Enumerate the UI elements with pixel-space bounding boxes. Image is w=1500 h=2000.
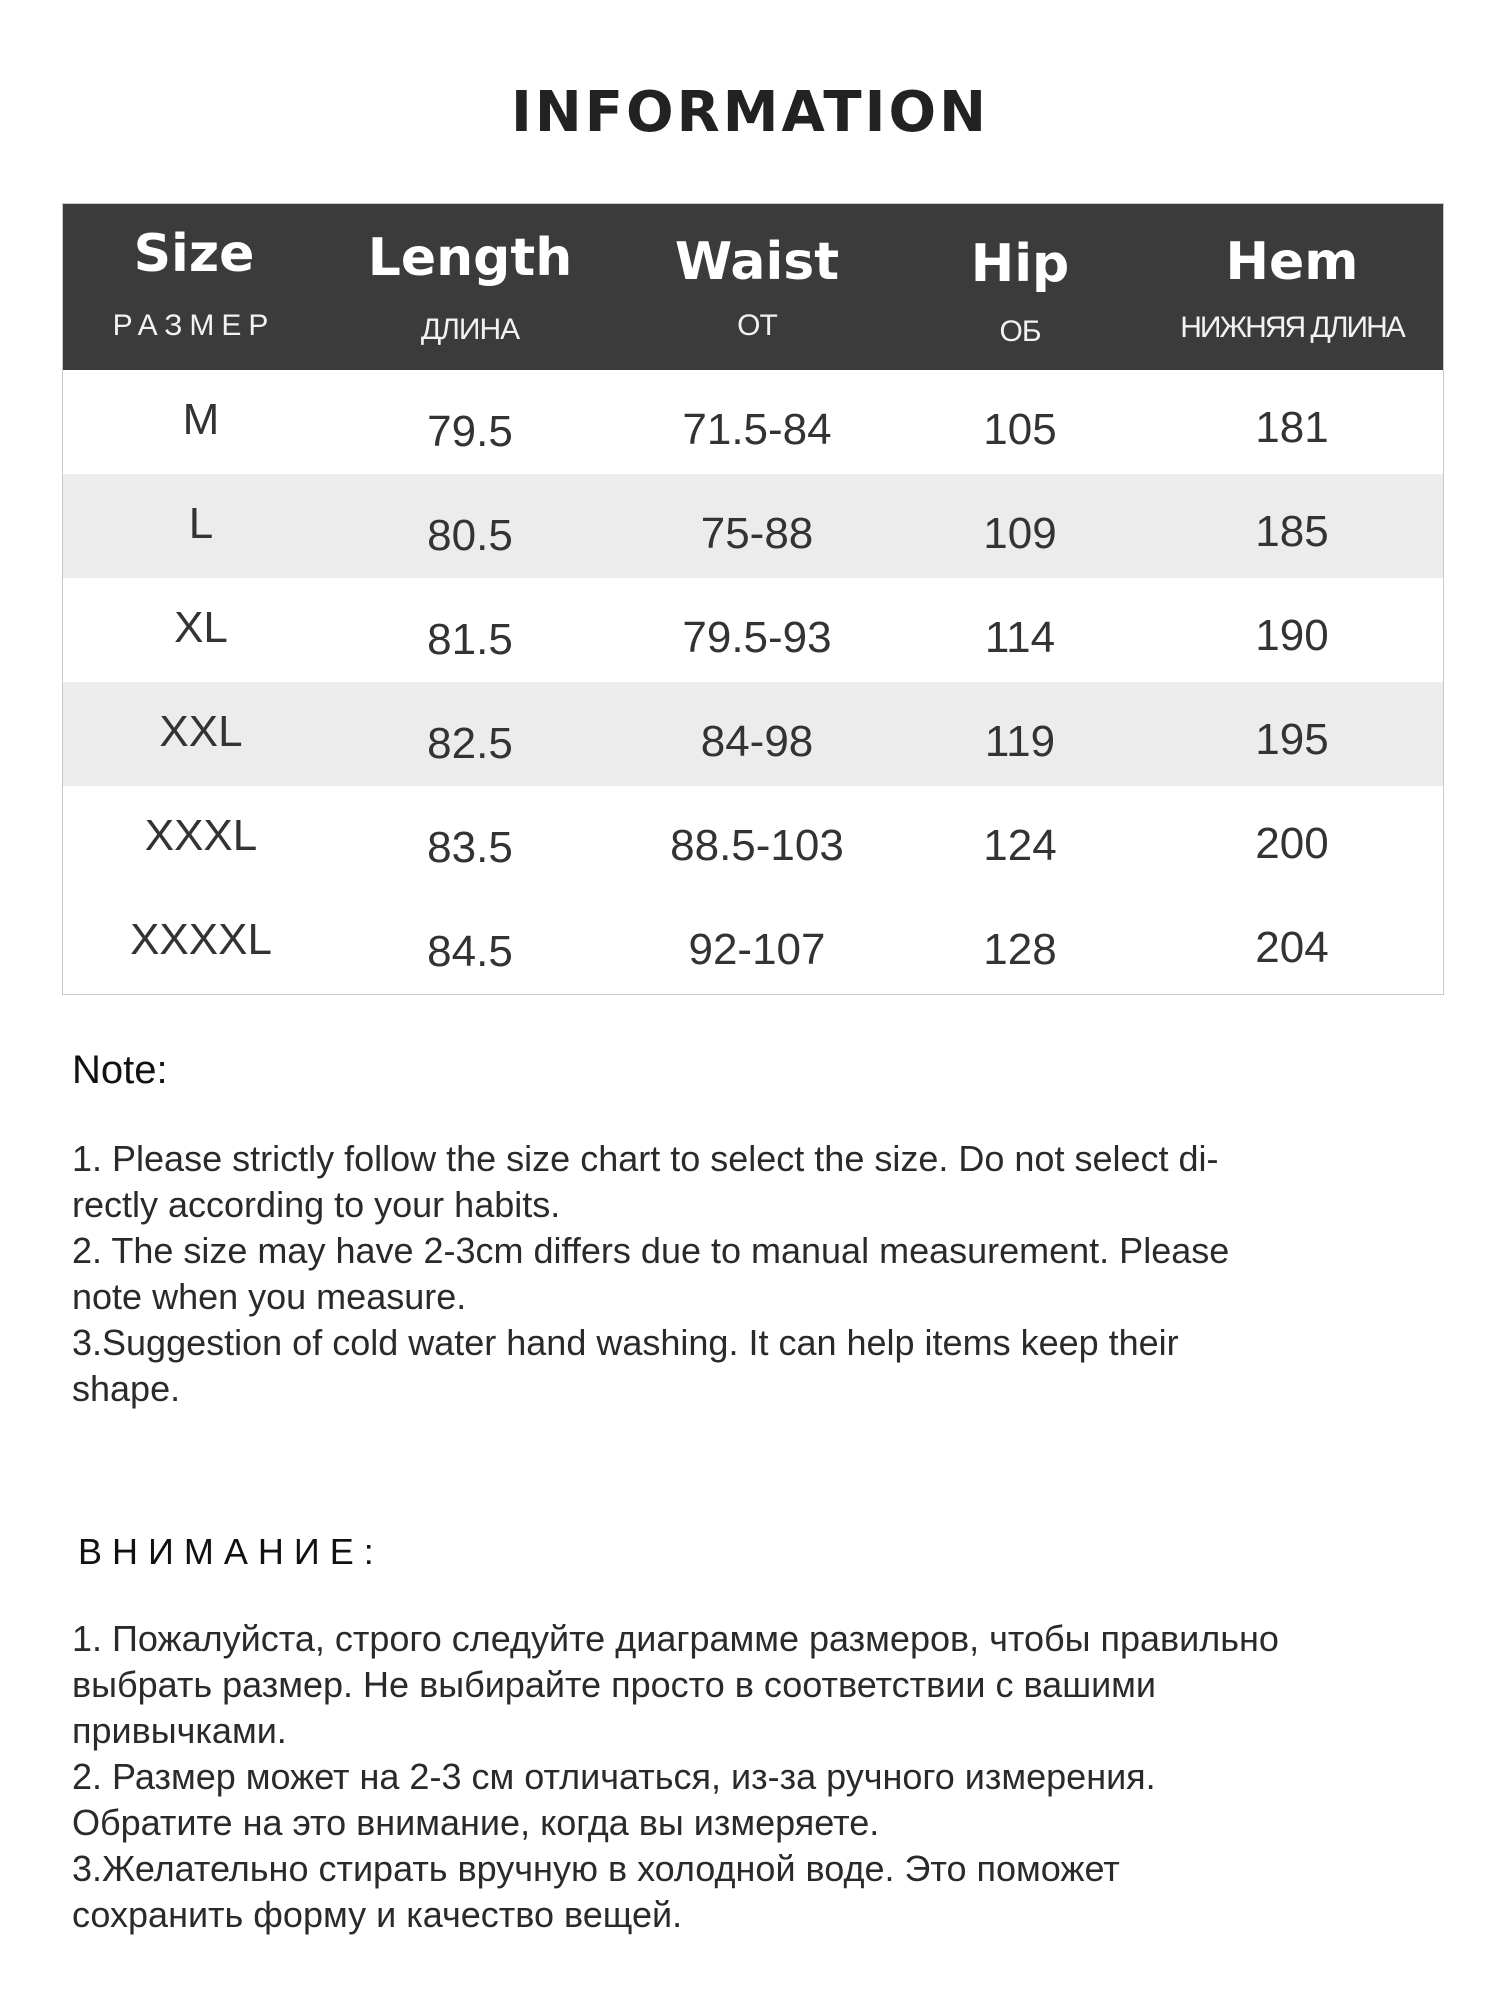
header-hem-en: Hem — [1225, 232, 1359, 292]
note-body-ru — [72, 1616, 1412, 1938]
cell-hip: 119 — [984, 717, 1056, 766]
cell-hip: 105 — [983, 405, 1057, 454]
page-title: INFORMATION — [511, 80, 989, 145]
cell-length: 81.5 — [427, 615, 513, 664]
cell-waist: 75-88 — [700, 509, 814, 558]
cell-waist: 88.5-103 — [670, 821, 844, 870]
cell-waist: 84-98 — [700, 717, 814, 766]
table-row — [63, 474, 1443, 578]
cell-size: XXXXL — [130, 915, 272, 964]
cell-waist: 79.5-93 — [682, 613, 832, 662]
table-row — [63, 578, 1443, 682]
note-line: привычками. — [72, 1710, 287, 1751]
header-size-ru: РАЗМЕР — [112, 309, 276, 342]
header-size-en: Size — [133, 224, 255, 284]
cell-length: 82.5 — [427, 719, 513, 768]
cell-length: 79.5 — [427, 407, 513, 456]
note-line: 1. Please strictly follow the size chart to select the size. Do not select di- — [72, 1138, 1219, 1179]
header-length-ru: ДЛИНА — [420, 313, 520, 346]
cell-length: 80.5 — [427, 511, 513, 560]
note-heading-en: Note: — [72, 1048, 168, 1092]
cell-length: 84.5 — [427, 927, 513, 976]
cell-hem: 181 — [1255, 403, 1329, 452]
header-hip — [899, 204, 1141, 370]
cell-hem: 200 — [1255, 819, 1329, 868]
note-line: rectly according to your habits. — [72, 1184, 561, 1225]
cell-waist: 92-107 — [688, 925, 826, 974]
cell-waist: 71.5-84 — [682, 405, 832, 454]
note-line: выбрать размер. Не выбирайте просто в соответствии с вашими — [72, 1664, 1157, 1705]
note-line: 3.Желательно стирать вручную в холодной воде. Это поможет — [72, 1848, 1120, 1889]
note-line: 1. Пожалуйста, строго следуйте диаграмме размеров, чтобы правильно — [72, 1618, 1279, 1659]
cell-size: XL — [174, 603, 228, 652]
cell-hip: 124 — [983, 821, 1057, 870]
note-line: shape. — [72, 1368, 181, 1409]
table-row — [63, 682, 1443, 786]
size-chart-table — [62, 203, 1444, 995]
cell-hem: 195 — [1255, 715, 1329, 764]
note-line: 2. The size may have 2-3cm differs due to manual measurement. Please — [72, 1230, 1230, 1271]
header-length — [325, 204, 615, 370]
header-size — [63, 204, 325, 370]
header-hip-ru: ОБ — [999, 315, 1041, 348]
note-line: сохранить форму и качество вещей. — [72, 1894, 683, 1935]
note-line: 2. Размер может на 2-3 см отличаться, из-за ручного измерения. — [72, 1756, 1156, 1797]
cell-size: XXL — [159, 707, 243, 756]
header-waist-en: Waist — [674, 232, 840, 292]
cell-hip: 128 — [983, 925, 1057, 974]
note-line: 3.Suggestion of cold water hand washing. It can help items keep their — [72, 1322, 1179, 1363]
header-waist-ru: ОТ — [737, 309, 777, 342]
cell-size: XXXL — [144, 811, 258, 860]
header-hem-ru: НИЖНЯЯ ДЛИНА — [1180, 311, 1404, 344]
note-line: note when you measure. — [72, 1276, 467, 1317]
cell-size: M — [182, 395, 220, 444]
table-row — [63, 370, 1443, 474]
cell-hip: 109 — [983, 509, 1057, 558]
table-header — [63, 204, 1443, 370]
note-heading-ru: ВНИМАНИЕ: — [78, 1531, 384, 1572]
cell-hem: 204 — [1255, 923, 1329, 972]
header-waist — [615, 204, 899, 370]
table-row — [63, 890, 1443, 994]
cell-length: 83.5 — [427, 823, 513, 872]
header-hip-en: Hip — [970, 234, 1070, 294]
table-row — [63, 786, 1443, 890]
header-hem — [1141, 204, 1443, 370]
cell-hip: 114 — [984, 613, 1056, 662]
note-body-en — [72, 1136, 1412, 1412]
cell-hem: 185 — [1255, 507, 1329, 556]
header-length-en: Length — [367, 228, 573, 288]
cell-hem: 190 — [1255, 611, 1329, 660]
cell-size: L — [188, 499, 214, 548]
note-line: Обратите на это внимание, когда вы измеряете. — [72, 1802, 880, 1843]
